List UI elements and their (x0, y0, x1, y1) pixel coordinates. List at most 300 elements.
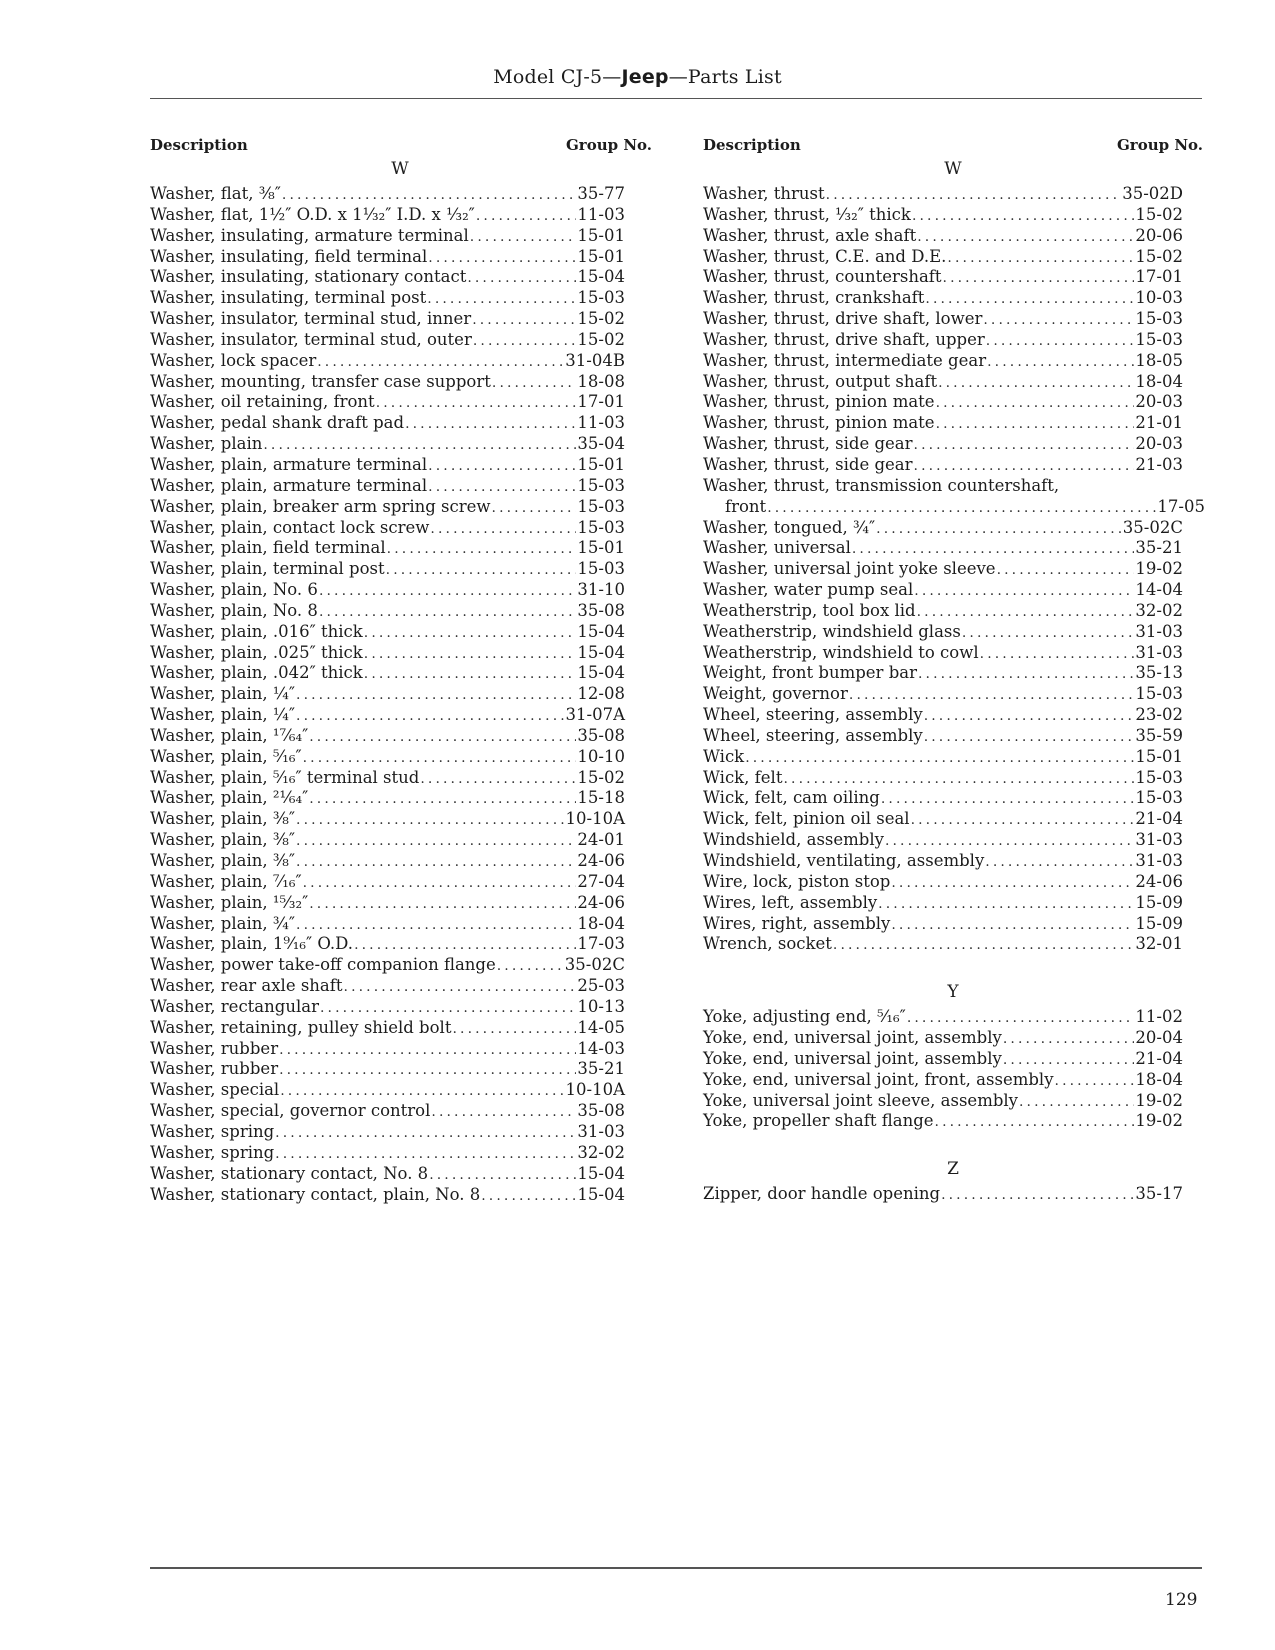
dot-leader (280, 1081, 564, 1102)
entry-description: Wheel, steering, assembly (703, 725, 923, 745)
list-item (703, 872, 1183, 893)
dot-leader (783, 769, 1134, 790)
entry-group-number: 35-08 (577, 725, 625, 745)
list-item (703, 663, 1183, 684)
dot-leader (420, 769, 576, 790)
entry-group-number: 15-03 (577, 288, 625, 308)
list-item (703, 622, 1183, 643)
dot-leader (980, 644, 1135, 665)
entry-description: Washer, plain, ⁵⁄₁₆″ terminal stud (150, 767, 420, 787)
entry-group-number: 15-03 (1135, 309, 1183, 329)
entry-group-number: 31-03 (577, 1121, 625, 1141)
dot-leader (296, 706, 565, 727)
list-item (150, 726, 625, 747)
entry-group-number: 25-03 (577, 976, 625, 996)
entry-description: Washer, plain, breaker arm spring screw (150, 496, 491, 516)
list-item (150, 205, 625, 226)
dot-leader (467, 268, 576, 289)
entry-description: Washer, plain, ¾″ (150, 913, 296, 933)
entry-group-number: 10-03 (1135, 288, 1183, 308)
dot-leader (309, 727, 576, 748)
entry-group-number: 32-01 (1135, 934, 1183, 954)
list-item (703, 247, 1183, 268)
entry-group-number: 24-06 (1135, 871, 1183, 891)
entry-description: Wire, lock, piston stop (703, 871, 891, 891)
dot-leader (1055, 1071, 1135, 1092)
page-number: 129 (1165, 1590, 1198, 1610)
dot-leader (364, 644, 577, 665)
list-item (150, 1122, 625, 1143)
entry-group-number: 17-05 (1157, 496, 1205, 516)
description-heading: Description (703, 136, 801, 154)
entry-group-number: 15-02 (1135, 204, 1183, 224)
entry-description: Washer, special, governor control (150, 1101, 431, 1121)
dot-leader (936, 414, 1135, 435)
entry-group-number: 15-02 (577, 309, 625, 329)
list-item (150, 1039, 625, 1060)
entry-group-number: 15-03 (577, 559, 625, 579)
dot-leader (918, 664, 1134, 685)
dot-leader (309, 789, 576, 810)
list-item (150, 976, 625, 997)
list-item (150, 288, 625, 309)
entry-description: Washer, plain, 1⁹⁄₁₆″ O.D. (150, 934, 354, 954)
dot-leader (428, 477, 576, 498)
entry-group-number: 20-03 (1135, 434, 1183, 454)
entry-group-number: 15-01 (1135, 746, 1183, 766)
entry-group-number: 17-01 (1135, 267, 1183, 287)
list-item (150, 1143, 625, 1164)
list-item (150, 434, 625, 455)
list-item (150, 538, 625, 559)
list-item (703, 1007, 1183, 1028)
dot-leader (296, 852, 576, 873)
list-item (150, 934, 625, 955)
entry-group-number: 10-10A (565, 1080, 625, 1100)
entry-group-number: 15-04 (577, 621, 625, 641)
dot-leader (935, 1112, 1135, 1133)
entry-group-number: 11-03 (577, 413, 625, 433)
entry-description: Washer, stationary contact, plain, No. 8 (150, 1184, 481, 1204)
list-item (703, 518, 1183, 539)
entry-group-number: 35-02D (1122, 184, 1183, 203)
dot-leader (296, 915, 576, 936)
entry-description: Washer, retaining, pulley shield bolt (150, 1017, 452, 1037)
dot-leader (427, 289, 576, 310)
list-item (703, 372, 1183, 393)
dot-leader (943, 268, 1135, 289)
dot-leader (767, 498, 1156, 519)
list-item (150, 872, 625, 893)
entry-group-number: 15-03 (1135, 788, 1183, 808)
entry-group-number: 24-01 (577, 830, 625, 850)
list-item (703, 851, 1183, 872)
entry-description: Yoke, end, universal joint, assembly (703, 1028, 1002, 1048)
entry-group-number: 19-02 (1135, 1111, 1183, 1131)
dot-leader (296, 810, 565, 831)
entry-description: Washer, thrust, axle shaft (703, 225, 917, 245)
entry-group-number: 31-03 (1135, 642, 1183, 662)
dot-leader (914, 435, 1135, 456)
list-item (703, 1070, 1183, 1091)
entry-description: Weatherstrip, windshield to cowl (703, 642, 979, 662)
entry-description: Washer, plain, No. 8 (150, 600, 318, 620)
entry-group-number: 24-06 (577, 851, 625, 870)
list-item (703, 1091, 1183, 1112)
entry-group-number: 35-77 (577, 184, 625, 203)
entry-group-number: 35-02C (1122, 517, 1183, 537)
dot-leader (826, 185, 1122, 206)
entry-description: Washer, plain, ⁷⁄₁₆″ (150, 871, 302, 891)
entry-group-number: 15-04 (577, 1184, 625, 1204)
entry-description: Washer, thrust, transmission countershaft, (703, 475, 1060, 495)
entry-description: Washer, plain, ¹⁵⁄₃₂″ (150, 892, 309, 912)
list-item (703, 747, 1183, 768)
dot-leader (852, 539, 1135, 560)
list-item (150, 1018, 625, 1039)
entry-group-number: 15-09 (1135, 892, 1183, 912)
entry-description: Washer, thrust, drive shaft, upper (703, 329, 985, 349)
list-item (150, 351, 625, 372)
dot-leader (481, 1186, 576, 1207)
list-item (703, 830, 1183, 851)
entry-description: Washer, thrust, output shaft (703, 371, 938, 391)
entry-description: Washer, water pump seal (703, 580, 914, 600)
entry-description: Washer, rubber (150, 1059, 279, 1079)
entry-group-number: 20-03 (1135, 392, 1183, 412)
entry-description: Yoke, adjusting end, ⁵⁄₁₆″ (703, 1007, 906, 1027)
entry-description: Washer, thrust, countershaft (703, 267, 942, 287)
dot-leader (428, 456, 576, 477)
entry-group-number: 17-03 (577, 934, 625, 954)
list-item (150, 1080, 625, 1101)
dot-leader (907, 1008, 1135, 1029)
list-item (703, 601, 1183, 622)
dot-leader (476, 206, 577, 227)
list-item (150, 893, 625, 914)
entry-group-number: 10-13 (577, 996, 625, 1016)
entry-description: Washer, plain, .025″ thick (150, 642, 363, 662)
dot-leader (275, 1144, 576, 1165)
list-item (150, 330, 625, 351)
entry-description: Washer, insulator, terminal stud, inner (150, 309, 472, 329)
entry-description: Washer, thrust, intermediate gear (703, 350, 987, 370)
entry-description: Washer, plain, ⁵⁄₁₆″ (150, 746, 302, 766)
dot-leader (1019, 1092, 1134, 1113)
entry-description: Washer, thrust, pinion mate (703, 392, 935, 412)
list-item (150, 1185, 625, 1206)
entry-description: Washer, thrust, side gear (703, 434, 913, 454)
header-title-prefix: Model CJ-5— (493, 66, 622, 88)
entry-group-number: 18-04 (1135, 371, 1183, 391)
list-item (703, 1028, 1183, 1049)
entry-description: Washer, insulator, terminal stud, outer (150, 329, 472, 349)
entry-description: Weight, front bumper bar (703, 663, 917, 683)
dot-leader (881, 789, 1135, 810)
entry-group-number: 21-04 (1135, 1048, 1183, 1068)
list-item (703, 288, 1183, 309)
list-item (150, 267, 625, 288)
list-item (703, 205, 1183, 226)
dot-leader (303, 873, 577, 894)
entry-description: Windshield, ventilating, assembly (703, 851, 985, 870)
entry-description: Washer, stationary contact, No. 8 (150, 1163, 429, 1183)
section-letter-w: W (391, 159, 409, 179)
dot-leader (431, 1102, 576, 1123)
entry-group-number: 15-03 (577, 517, 625, 537)
entry-description: Washer, plain, ⅜″ (150, 851, 296, 870)
list-item (150, 643, 625, 664)
list-item (150, 247, 625, 268)
entry-group-number: 32-02 (1135, 600, 1183, 620)
dot-leader (387, 539, 577, 560)
list-item (703, 768, 1183, 789)
entry-group-number: 19-02 (1135, 1090, 1183, 1110)
list-item (150, 455, 625, 476)
entry-description: Washer, plain, ¼″ (150, 705, 296, 725)
list-item (150, 559, 625, 580)
dot-leader (924, 727, 1135, 748)
list-item (703, 726, 1183, 747)
entry-group-number: 12-08 (577, 684, 625, 704)
entry-description: Weatherstrip, tool box lid (703, 600, 916, 620)
list-item (703, 267, 1183, 288)
dot-leader (320, 998, 576, 1019)
entry-description: Washer, insulating, armature terminal (150, 225, 469, 245)
list-item (150, 768, 625, 789)
entry-description: Weatherstrip, windshield glass (703, 621, 961, 641)
list-item (703, 538, 1183, 559)
entry-description: Washer, insulating, stationary contact (150, 267, 467, 287)
dot-leader (997, 560, 1135, 581)
entry-group-number: 15-04 (577, 1163, 625, 1183)
group-no-heading: Group No. (1116, 136, 1203, 154)
list-item (703, 1184, 1183, 1205)
list-item (150, 1059, 625, 1080)
dot-leader (849, 685, 1135, 706)
entry-group-number: 15-18 (577, 788, 625, 808)
list-item (150, 372, 625, 393)
entry-group-number: 15-01 (577, 246, 625, 266)
dot-leader (914, 581, 1134, 602)
list-item (150, 955, 625, 976)
list-item (703, 809, 1183, 830)
entry-group-number: 15-02 (577, 767, 625, 787)
entry-description: Yoke, end, universal joint, front, assembly (703, 1069, 1054, 1089)
entry-description: Washer, thrust (703, 184, 825, 203)
entry-group-number: 10-10A (565, 809, 625, 829)
list-item (150, 622, 625, 643)
header-title-suffix: —Parts List (668, 66, 782, 88)
dot-leader (430, 519, 576, 540)
section-gap (703, 955, 1203, 977)
list-item (150, 851, 625, 872)
dot-leader (962, 623, 1135, 644)
dot-leader (745, 748, 1134, 769)
left-entry-list (150, 184, 650, 1205)
dot-leader (317, 352, 564, 373)
dot-leader (279, 1040, 576, 1061)
dot-leader (938, 373, 1134, 394)
entry-description: Washer, lock spacer (150, 350, 317, 370)
dot-leader (833, 935, 1135, 956)
dot-leader (1003, 1050, 1135, 1071)
dot-leader (947, 248, 1134, 269)
entry-description: Washer, flat, 1½″ O.D. x 1¹⁄₃₂″ I.D. x ¹⁄₃₂″ (150, 204, 475, 224)
entry-description: Wheel, steering, assembly (703, 705, 923, 725)
list-item (703, 934, 1183, 955)
dot-leader (497, 956, 564, 977)
entry-group-number: 15-04 (577, 663, 625, 683)
entry-description: Washer, universal (703, 538, 851, 558)
entry-group-number: 15-01 (577, 454, 625, 474)
entry-description: Yoke, end, universal joint, assembly (703, 1048, 1002, 1068)
list-item (703, 434, 1183, 455)
dot-leader (925, 289, 1134, 310)
right-section-list (703, 154, 1203, 1205)
entry-group-number: 32-02 (577, 1142, 625, 1162)
entry-description: Yoke, propeller shaft flange (703, 1111, 934, 1131)
dot-leader (452, 1019, 576, 1040)
list-item (703, 413, 1183, 434)
left-column (150, 130, 650, 1205)
list-item (703, 893, 1183, 914)
dot-leader (986, 331, 1135, 352)
entry-group-number: 24-06 (577, 892, 625, 912)
entry-description: Wick, felt, pinion oil seal (703, 809, 910, 829)
entry-description: Washer, plain, No. 6 (150, 580, 318, 600)
entry-description: Washer, pedal shank draft pad (150, 413, 405, 433)
dot-leader (492, 498, 577, 519)
dot-leader (263, 435, 576, 456)
section-letter-z: Z (947, 1159, 959, 1180)
entry-group-number: 35-08 (577, 600, 625, 620)
entry-group-number: 15-03 (1135, 329, 1183, 349)
dot-leader (885, 831, 1134, 852)
entry-group-number: 15-02 (577, 329, 625, 349)
entry-group-number: 21-03 (1135, 454, 1183, 474)
entry-group-number: 15-02 (1135, 246, 1183, 266)
entry-description: Washer, thrust, side gear (703, 454, 913, 474)
entry-description: Zipper, door handle opening (703, 1184, 941, 1204)
group-no-heading: Group No. (565, 136, 652, 154)
list-item (703, 476, 1183, 497)
entry-description: Weight, governor (703, 684, 848, 704)
entry-group-number: 18-08 (577, 371, 625, 391)
dot-leader (911, 810, 1135, 831)
entry-description: Washer, plain, armature terminal (150, 475, 428, 495)
entry-description: Washer, plain, .016″ thick (150, 621, 363, 641)
entry-description: Washer, universal joint yoke sleeve (703, 559, 996, 579)
dot-leader (878, 894, 1134, 915)
entry-description: Washer, spring (150, 1121, 275, 1141)
dot-leader (296, 685, 576, 706)
entry-description: Washer, thrust, crankshaft (703, 288, 925, 308)
dot-leader (344, 977, 577, 998)
entry-group-number: 31-03 (1135, 851, 1183, 870)
entry-group-number: 35-17 (1135, 1184, 1183, 1204)
entry-group-number: 21-01 (1135, 413, 1183, 433)
list-item (703, 309, 1183, 330)
entry-description: Washer, rear axle shaft (150, 976, 343, 996)
entry-description: Wick (703, 746, 745, 766)
entry-group-number: 14-03 (577, 1038, 625, 1058)
dot-leader (470, 227, 577, 248)
dot-leader (319, 581, 576, 602)
list-item (150, 413, 625, 434)
list-item (150, 601, 625, 622)
dot-leader (912, 206, 1134, 227)
entry-group-number: 31-03 (1135, 621, 1183, 641)
list-item (703, 226, 1183, 247)
list-item (150, 1164, 625, 1185)
dot-leader (914, 456, 1135, 477)
entry-group-number: 35-59 (1135, 725, 1183, 745)
dot-leader (876, 519, 1122, 540)
entry-group-number: 31-03 (1135, 830, 1183, 850)
dot-leader (429, 1165, 576, 1186)
list-item (150, 518, 625, 539)
list-item (150, 788, 625, 809)
dot-leader (309, 894, 576, 915)
entry-group-number: 15-03 (577, 496, 625, 516)
entry-description: Yoke, universal joint sleeve, assembly (703, 1090, 1018, 1110)
entry-description: Washer, power take-off companion flange (150, 955, 496, 975)
entry-description: Washer, rectangular (150, 996, 319, 1016)
dot-leader (987, 352, 1134, 373)
list-item (703, 914, 1183, 935)
dot-leader (364, 623, 577, 644)
dot-leader (296, 831, 576, 852)
dot-leader (985, 852, 1134, 873)
description-heading: Description (150, 136, 248, 154)
list-item (150, 1101, 625, 1122)
dot-leader (354, 935, 576, 956)
entry-group-number: 14-05 (577, 1017, 625, 1037)
list-item (150, 392, 625, 413)
entry-description: Wick, felt, cam oiling (703, 788, 880, 808)
dot-leader (279, 1060, 576, 1081)
section-gap (703, 1132, 1203, 1154)
entry-description: Washer, insulating, field terminal (150, 246, 428, 266)
list-item (703, 1049, 1183, 1070)
entry-group-number: 18-04 (577, 913, 625, 933)
dot-leader (282, 185, 577, 206)
entry-description: Washer, plain, terminal post (150, 559, 385, 579)
entry-group-number: 31-10 (577, 580, 625, 600)
entry-description: Washer, mounting, transfer case support (150, 371, 491, 391)
list-item (703, 684, 1183, 705)
list-item (703, 705, 1183, 726)
entry-group-number: 15-01 (577, 225, 625, 245)
dot-leader (405, 414, 576, 435)
entry-description: Washer, plain, field terminal (150, 538, 386, 558)
dot-leader (917, 227, 1134, 248)
list-item (150, 309, 625, 330)
header-rule (150, 98, 1202, 99)
list-item (150, 705, 625, 726)
entry-description: Washer, plain, ¼″ (150, 684, 296, 704)
dot-leader (364, 664, 577, 685)
dot-leader (917, 602, 1135, 623)
entry-description: Washer, plain, .042″ thick (150, 663, 363, 683)
list-item (703, 455, 1183, 476)
entry-description: Washer, insulating, terminal post (150, 288, 427, 308)
list-item (150, 997, 625, 1018)
entry-description: Washer, thrust, ¹⁄₃₂″ thick (703, 204, 911, 224)
entry-description: Washer, flat, ⅜″ (150, 184, 281, 203)
entry-description: Washer, thrust, C.E. and D.E. (703, 246, 947, 266)
